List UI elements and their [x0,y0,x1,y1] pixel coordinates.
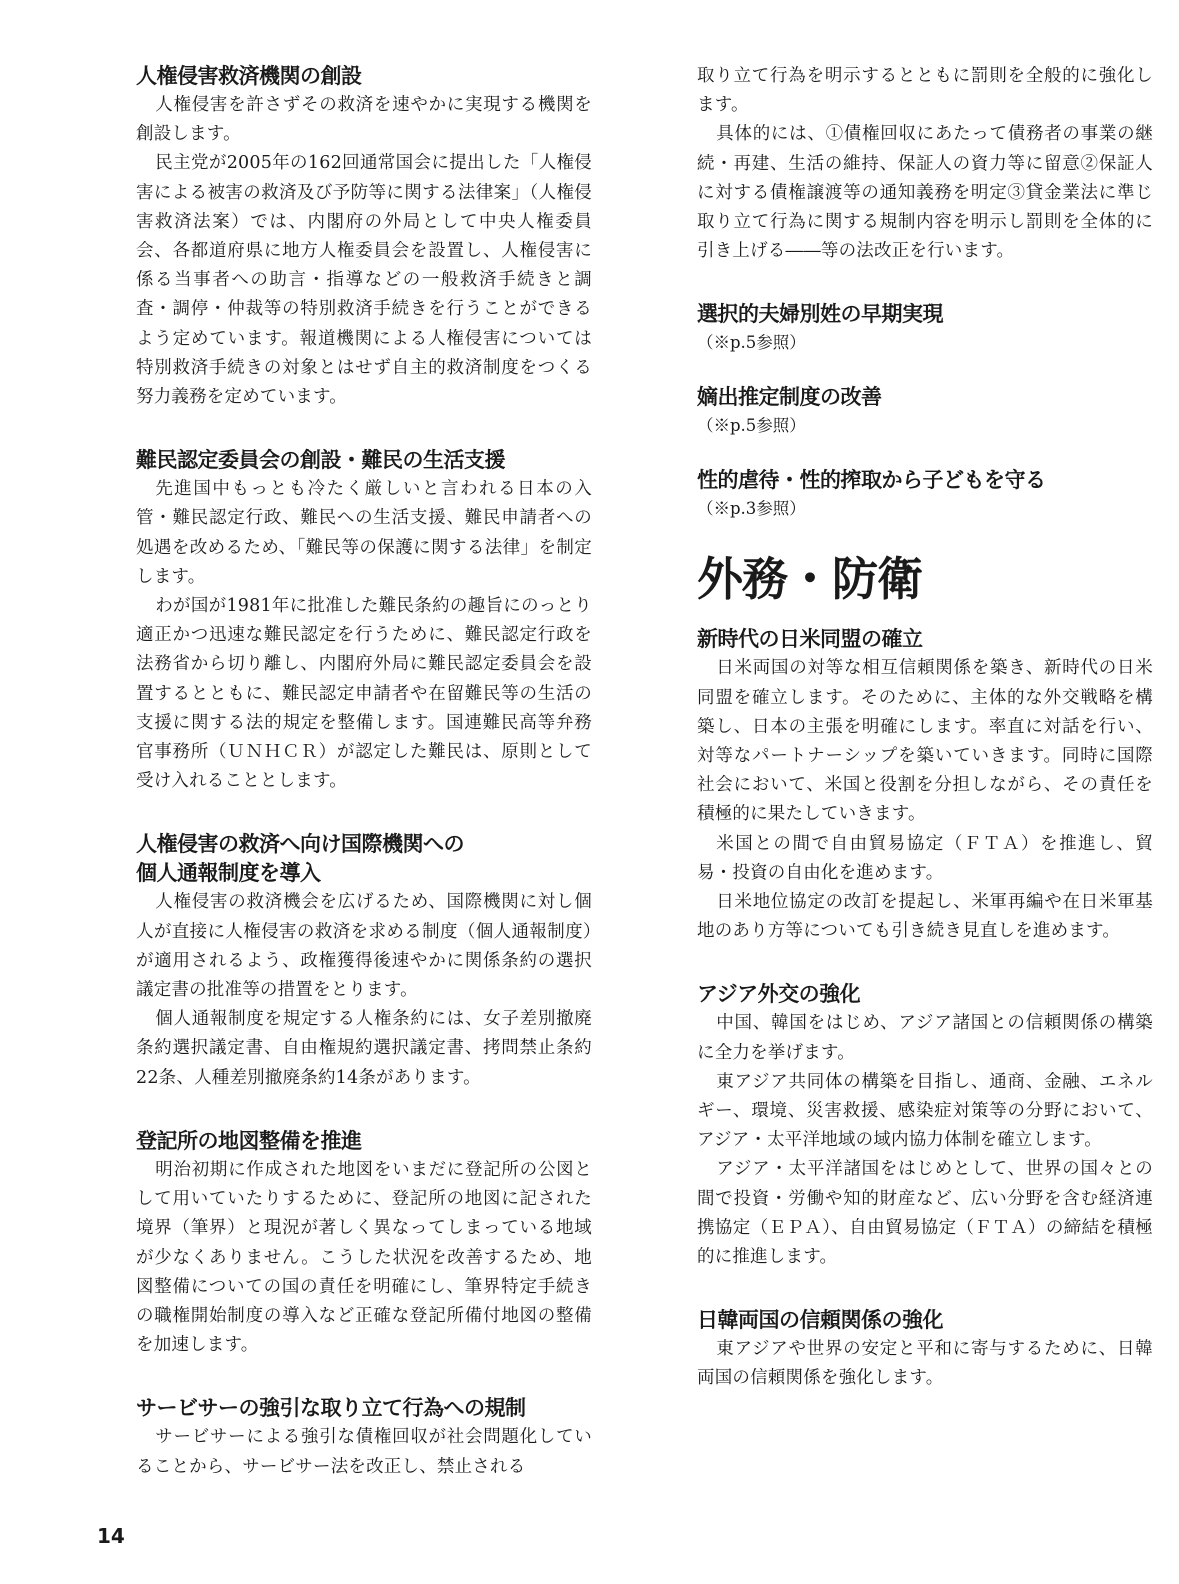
paragraph: 東アジアや世界の安定と平和に寄与するために、日韓両国の信頼関係を強化します。 [697,1339,1153,1389]
left-column [136,62,592,1482]
section-title-japan-us-alliance: 新時代の日米同盟の確立 [697,627,923,652]
section-title-asia-diplomacy: アジア外交の強化 [697,982,861,1007]
page-number: 14 [97,1524,125,1548]
paragraph: 明治初期に作成された地図をいまだに登記所の公図として用いていたりするために、登記所の地図に記された境界（筆界）と現況が著しく異なってしまっている地域が少なくありません。こうした状況を改善するため、地図整備についての国の責任を明確にし、筆界特定手続きの職権開始制度の導入など正確な登記所備付地図の整備を加速します。 [136,1159,592,1356]
page-reference: （※p.3参照） [697,499,806,519]
paragraph: わが国が1981年に批准した難民条約の趣旨にのっとり適正かつ迅速な難民認定を行うために、難民認定行政を法務省から切り離し、内閣府外局に難民認定委員会を設置するとともに、難民認定申請者や在留難民等の生活の支援に関する法的規定を整備します。国連難民高等弁務官事務所（ＵＮＨＣＲ）が認定した難民は、原則として受け入れることとします。 [136,596,592,792]
section-title-child-protection: 性的虐待・性的搾取から子どもを守る [697,468,1046,493]
section-title-line: 個人通報制度を導入 [136,861,321,886]
paragraph: 人権侵害を許さずその救済を速やかに実現する機関を創設します。 [136,95,592,145]
paragraph-continued: 取り立て行為を明示するとともに罰則を全般的に強化します。 [697,66,1153,116]
section-title-registry-maps: 登記所の地図整備を推進 [136,1128,362,1153]
section-title-japan-korea: 日韓両国の信頼関係の強化 [697,1308,943,1333]
paragraph: 東アジア共同体の構築を目指し、通商、金融、エネルギー、環境、災害救援、感染症対策等の分野において、アジア・太平洋地域の域内協力体制を確立します。 [697,1071,1153,1151]
paragraph: アジア・太平洋諸国をはじめとして、世界の国々との間で投資・労働や知的財産など、広い分野を含む経済連携協定（ＥＰＡ）、自由貿易協定（ＦＴＡ）の締結を積極的に推進します。 [697,1159,1153,1268]
section-title-refugee-committee: 難民認定委員会の創設・難民の生活支援 [136,448,505,473]
paragraph: 日米両国の対等な相互信頼関係を築き、新時代の日米同盟を確立します。そのために、主体的な外交戦略を構築し、日本の主張を明確にします。率直に対話を行い、対等なパートナーシップを築いていきます。同時に国際社会において、米国と役割を分担しながら、その責任を積極的に果たしていきます。 [697,658,1153,825]
paragraph: 人権侵害の救済機会を広げるため、国際機関に対し個人が直接に人権侵害の救済を求める制度（個人通報制度）が適用されるよう、政権獲得後速やかに関係条約の選択議定書の批准等の措置をとります。 [136,892,592,1001]
page-reference: （※p.5参照） [697,416,806,436]
paragraph: サービサーによる強引な債権回収が社会問題化していることから、サービサー法を改正し、禁止される [136,1427,592,1477]
paragraph: 民主党が2005年の162回通常国会に提出した「人権侵害による被害の救済及び予防等に関する法律案」（人権侵害救済法案）では、内閣府の外局として中央人権委員会、各都道府県に地方人権委員会を設置し、人権侵害に係る当事者への助言・指導などの一般救済手続きと調査・調停・仲裁等の特別救済手続きを行うことができるよう定めています。報道機関による人権侵害については特別救済手続きの対象とはせず自主的救済制度をつくる努力義務を定めています。 [136,153,592,408]
section-title-separate-surnames: 選択的夫婦別姓の早期実現 [697,302,943,327]
page-reference: （※p.5参照） [697,333,806,353]
paragraph: 先進国中もっとも冷たく厳しいと言われる日本の入管・難民認定行政、難民への生活支援、難民申請者への処遇を改めるため、「難民等の保護に関する法律」を制定します。 [136,479,592,587]
paragraph: 日米地位協定の改訂を提起し、米軍再編や在日米軍基地のあり方等についても引き続き見直しを進めます。 [697,892,1153,942]
paragraph: 中国、韓国をはじめ、アジア諸国との信頼関係の構築に全力を挙げます。 [697,1013,1153,1063]
section-title-legitimacy-presumption: 嫡出推定制度の改善 [697,385,882,410]
chapter-title: 外務・防衛 [697,552,922,607]
section-title-line: 人権侵害の救済へ向け国際機関への [136,832,464,857]
section-title-individual-communication [136,830,592,888]
right-column [697,62,1153,1394]
section-title-human-rights-relief: 人権侵害救済機関の創設 [136,64,362,88]
paragraph: 具体的には、①債権回収にあたって債務者の事業の継続・再建、生活の維持、保証人の資力等に留意②保証人に対する債権譲渡等の通知義務を明定③貸金業法に準じ取り立て行為に関する規制内容を明示し罰則を全体的に引き上げる――等の法改正を行います。 [697,124,1153,262]
paragraph: 個人通報制度を規定する人権条約には、女子差別撤廃条約選択議定書、自由権規約選択議定書、拷問禁止条約22条、人種差別撤廃条約14条があります。 [136,1009,592,1088]
section-title-servicer-regulation: サービサーの強引な取り立て行為への規制 [136,1396,526,1421]
paragraph: 米国との間で自由貿易協定（ＦＴＡ）を推進し、貿易・投資の自由化を進めます。 [697,833,1153,883]
